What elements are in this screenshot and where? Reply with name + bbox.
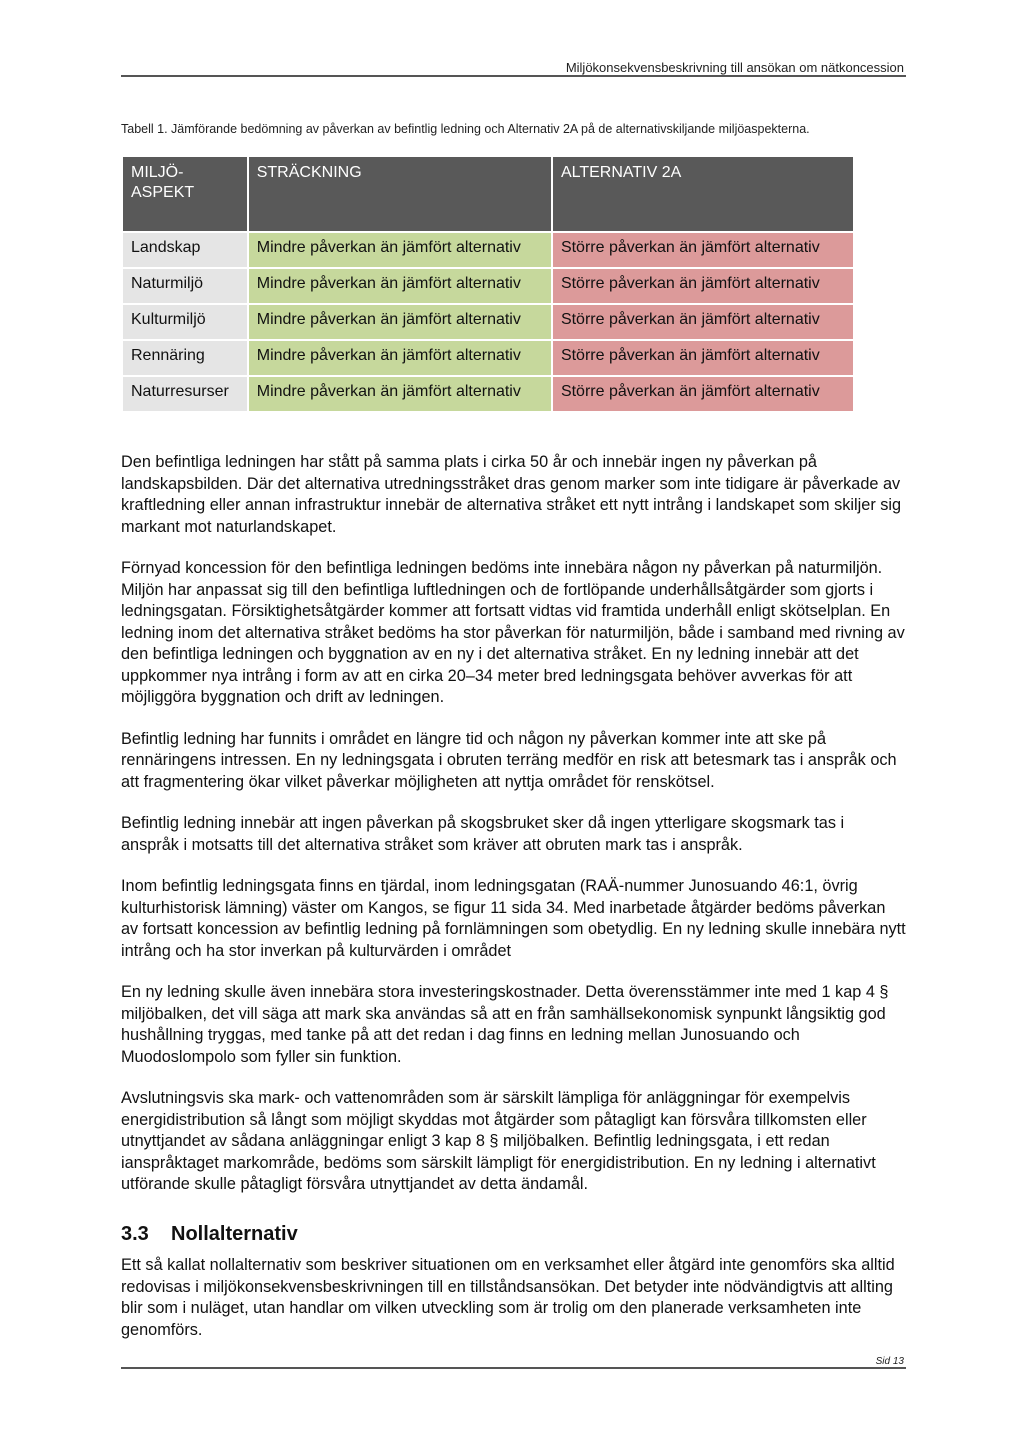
section-title: Nollalternativ [171, 1222, 298, 1245]
table-row [122, 232, 854, 268]
strackning-cell: Mindre påverkan än jämfört alternativ [248, 232, 552, 268]
page-number: Sid 13 [875, 1356, 904, 1367]
alternativ-cell: Större påverkan än jämfört alternativ [552, 268, 854, 304]
header-aspect: MILJÖ- ASPEKT [122, 156, 248, 232]
aspect-cell: Naturresurser [122, 376, 248, 412]
paragraph-nollalternativ: Ett så kallat nollalternativ som beskriver situationen om en verksamhet eller åtgärd inte genomförs ska alltid redovisas i miljökonsekvensbeskrivningen till en tillståndsansökan. Det betyder inte nödvändigtvis att allting blir som i nuläget, utan handlar om vilken utveckling som är trolig om den planerade verksamheten inte genomförs. [121, 1256, 895, 1339]
footer-rule [121, 1367, 906, 1369]
strackning-cell: Mindre påverkan än jämfört alternativ [248, 376, 552, 412]
aspect-cell: Landskap [122, 232, 248, 268]
alternativ-cell: Större påverkan än jämfört alternativ [552, 340, 854, 376]
header-rule [121, 75, 906, 77]
table-row [122, 304, 854, 340]
aspect-cell: Naturmiljö [122, 268, 248, 304]
page-header-title: Miljökonsekvensbeskrivning till ansökan om nätkoncession [565, 60, 904, 75]
alternativ-cell: Större påverkan än jämfört alternativ [552, 376, 854, 412]
table-row [122, 268, 854, 304]
table-caption: Tabell 1. Jämförande bedömning av påverkan av befintlig ledning och Alternativ 2A på de alternativskiljande miljöaspekterna. [121, 122, 810, 136]
paragraph-kulturmiljo: Inom befintlig ledningsgata finns en tjärdal, inom ledningsgatan (RAÄ-nummer Junosuando 46:1, övrig kulturhistorisk lämning) väster om Kangos, se figur 11 sida 34. Med inarbetade åtgärder bedöms påverkan av fortsatt koncession av befintlig ledning på fornlämningen som obetydlig. En ny ledning skulle innebära nytt intrång och ha stor inverkan på kulturvärden i området [121, 877, 906, 960]
header-alternativ-2a: ALTERNATIV 2A [552, 156, 854, 232]
paragraph-naturmiljo: Förnyad koncession för den befintliga ledningen bedöms inte innebära någon ny påverkan på naturmiljön. Miljön har anpassat sig till den befintliga luftledningen och de fortlöpande underhållsåtgärder som gjorts i ledningsgatan. Försiktighetsåtgärder kommer att fortsatt vidtas vid framtida underhåll enligt skötselplan. En ledning inom det alternativa stråket bedöms ha stor påverkan för naturmiljön, både i samband med rivning av den befintliga ledningen och byggnation av en ny i det alternativa stråket. En ny ledning innebär att det uppkommer nya intrång i form av att en cirka 20–34 meter bred ledningsgata behöver avverkas för att möjliggöra byggnation och drift av ledningen. [121, 559, 905, 706]
paragraph-rennaring: Befintlig ledning har funnits i området en längre tid och någon ny påverkan kommer inte att ske på rennäringens intressen. En ny ledningsgata i obruten terräng medför en risk att betesmark tas i anspråk och att fragmentering ökar vilket påverkar möjligheten att nyttja området för renskötsel. [121, 729, 897, 791]
table-row [122, 340, 854, 376]
section-heading [121, 1224, 906, 1246]
paragraph-kostnader: En ny ledning skulle även innebära stora investeringskostnader. Detta överensstämmer inte med 1 kap 4 § miljöbalken, det vill säga att mark ska användas så att en från samhällsekonomisk synpunkt långsiktig god hushållning tryggas, med tanke på att det redan i dag finns en ledning mellan Junosuando och Muodoslompolo som fyller sin funktion. [121, 983, 889, 1066]
paragraph-landskap: Den befintliga ledningen har stått på samma plats i cirka 50 år och innebär ingen ny påverkan på landskapsbilden. Där det alternativa utredningsstråket dras genom marker som inte tidigare är påverkade av kraftledning eller annan infrastruktur innebär de alternativa stråket ett nytt intrång i landskapet som skiljer sig markant mot naturlandskapet. [121, 453, 902, 536]
section-number: 3.3 [121, 1222, 149, 1245]
table-header-row [122, 156, 854, 232]
strackning-cell: Mindre påverkan än jämfört alternativ [248, 340, 552, 376]
comparison-table [121, 155, 855, 413]
alternativ-cell: Större påverkan än jämfört alternativ [552, 232, 854, 268]
paragraph-skogsbruk: Befintlig ledning innebär att ingen påverkan på skogsbruket sker då ingen ytterligare skogsmark tas i anspråk i motsatts till det alternativa stråket som kräver att obruten mark tas i anspråk. [121, 814, 845, 854]
header-strackning: STRÄCKNING [248, 156, 552, 232]
alternativ-cell: Större påverkan än jämfört alternativ [552, 304, 854, 340]
aspect-cell: Kulturmiljö [122, 304, 248, 340]
strackning-cell: Mindre påverkan än jämfört alternativ [248, 304, 552, 340]
aspect-cell: Rennäring [122, 340, 248, 376]
strackning-cell: Mindre påverkan än jämfört alternativ [248, 268, 552, 304]
table-row [122, 376, 854, 412]
body-text [121, 452, 906, 1361]
paragraph-energidistribution: Avslutningsvis ska mark- och vattenområden som är särskilt lämpliga för anläggningar för exempelvis energidistribution så långt som möjligt skyddas mot åtgärder som påtagligt kan försvåra tillkomsten eller utnyttjandet av sådana anläggningar enligt 3 kap 8 § miljöbalken. Befintlig ledningsgata, i ett redan ianspråktaget markområde, bedöms som särskilt lämpligt för energidistribution. En ny ledning i alternativt utförande skulle påtagligt försvåra utnyttjandet av detta ändamål. [121, 1089, 876, 1193]
